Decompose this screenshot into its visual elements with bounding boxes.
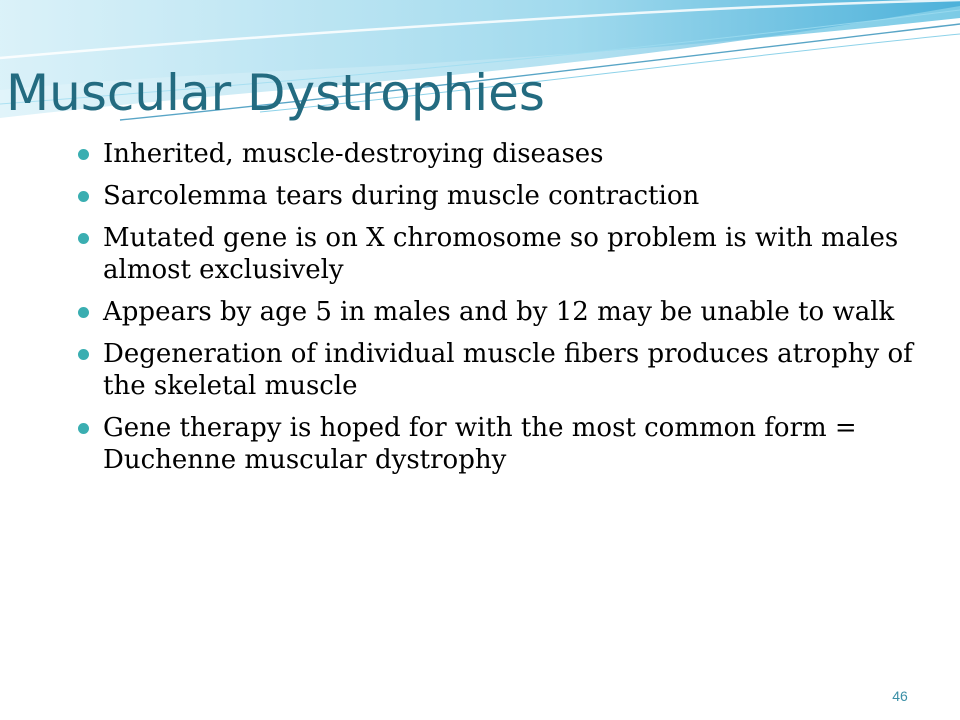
bullet-item (78, 412, 938, 476)
slide-number: 46 (892, 688, 908, 704)
bullet-marker-icon (78, 149, 89, 160)
bullet-text: Inherited, muscle-destroying diseases (103, 139, 604, 169)
bullet-text: Gene therapy is hoped for with the most common form = Duchenne muscular dystrophy (103, 413, 857, 475)
bullet-marker-icon (78, 423, 89, 434)
bullet-marker-icon (78, 191, 89, 202)
bullet-text: Mutated gene is on X chromosome so problem is with males almost exclusively (103, 223, 899, 285)
bullet-item (78, 222, 938, 286)
bullet-item (78, 338, 938, 402)
bullet-marker-icon (78, 233, 89, 244)
bullet-text: Degeneration of individual muscle fibers produces atrophy of the skeletal muscle (103, 339, 913, 401)
bullet-text: Appears by age 5 in males and by 12 may be unable to walk (103, 297, 895, 327)
bullet-marker-icon (78, 349, 89, 360)
bullet-item (78, 180, 938, 212)
bullet-item (78, 296, 938, 328)
bullet-marker-icon (78, 307, 89, 318)
bullet-text: Sarcolemma tears during muscle contraction (103, 181, 700, 211)
bullet-item (78, 138, 938, 170)
bullet-list (78, 138, 938, 486)
slide-title: Muscular Dystrophies (6, 64, 545, 122)
